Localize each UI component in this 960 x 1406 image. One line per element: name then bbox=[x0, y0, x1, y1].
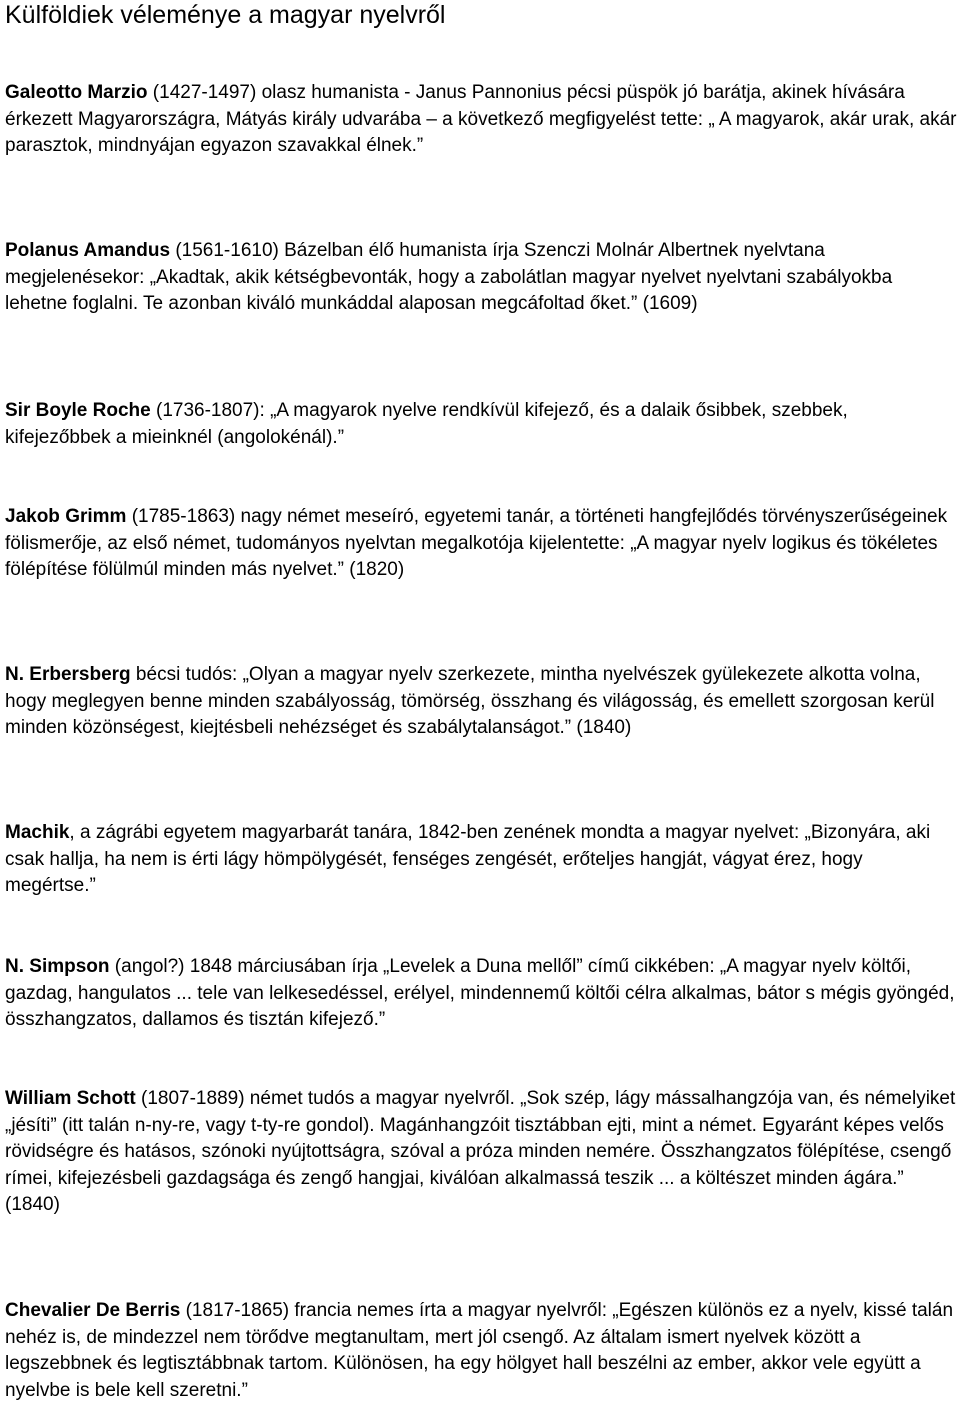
quote-text: (1736-1807): „A magyarok nyelve rendkívül kifejező, és a dalaik ősibbek, szebbek, kifejezőbbek a mieinknél (angolokénál).” bbox=[5, 400, 848, 448]
author-name: Polanus Amandus bbox=[5, 240, 171, 261]
quote-text: (1807-1889) német tudós a magyar nyelvről. „Sok szép, lágy mássalhangzója van, és némelyiket „jésíti” (itt talán n-ny-re, vagy t-ty-re gondol). Magánhangzóit tisztábban ejti, mint a német. Egyaránt képes velős rövidségre és hatásos, szónoki nyújtottságra, szóval a próza minden nemére. Összhangzatos fölépítése, csengő rímei, kifejezésbeli gazdagsága és zengő hangjai, kiválóan alkalmassá teszik ... a költészet minden ágára.” (1840) bbox=[5, 1088, 956, 1215]
quote-paragraph-n-simpson bbox=[5, 954, 957, 1034]
quote-paragraph-galeotto-marzio bbox=[5, 80, 957, 160]
quote-text: (1817-1865) francia nemes írta a magyar nyelvről: „Egészen különös ez a nyelv, kissé talán nehéz is, de mindezzel nem törődve megtanultam, mert jól csengő. Az általam ismert nyelvek között a legszebbnek és legtisztábbnak tartom. Különösen, ha egy hölgyet hall beszélni az ember, akkor vele együtt a nyelvbe is bele kell szeretni.” bbox=[5, 1300, 954, 1401]
author-name: Machik bbox=[5, 822, 70, 843]
quote-text: (1427-1497) olasz humanista - Janus Pannonius pécsi püspök jó barátja, akinek hívására érkezett Magyarországra, Mátyás király udvarába – a következő megfigyelést tette: „ A magyarok, akár urak, akár parasztok, mindnyájan egyazon szavakkal élnek.” bbox=[5, 82, 957, 156]
author-name: William Schott bbox=[5, 1088, 136, 1109]
quote-paragraph-n-erbersberg bbox=[5, 662, 957, 742]
page-title: Külföldiek véleménye a magyar nyelvről bbox=[5, 1, 446, 29]
quote-paragraph-william-schott bbox=[5, 1086, 957, 1219]
author-name: Galeotto Marzio bbox=[5, 82, 148, 103]
quote-text: (angol?) 1848 márciusában írja „Levelek a Duna mellől” című cikkében: „A magyar nyelv költői, gazdag, hangulatos ... tele van lelkesedéssel, erélyel, mindennemű költői célra alkalmas, bátor s mégis gyöngéd, összhangzatos, dallamos és tisztán kifejező.” bbox=[5, 956, 955, 1030]
author-name: N. Simpson bbox=[5, 956, 110, 977]
author-name: Jakob Grimm bbox=[5, 506, 127, 527]
quote-text: bécsi tudós: „Olyan a magyar nyelv szerkezete, mintha nyelvészek gyülekezete alkotta volna, hogy meglegyen benne minden szabályosság, tömörség, összhang és világosság, és emellett szorgosan kerül minden közönségest, kiejtésbeli nehézséget és szabálytalanságot.” (1840) bbox=[5, 664, 935, 738]
quote-text: (1561-1610) Bázelban élő humanista írja Szenczi Molnár Albertnek nyelvtana megjelenésekor: „Akadtak, akik kétségbevonták, hogy a zabolátlan magyar nyelvet nyelvtani szabályokba lehetne foglalni. Te azonban kiváló munkáddal alaposan megcáfoltad őket.” (1609) bbox=[5, 240, 893, 314]
quote-paragraph-jakob-grimm bbox=[5, 504, 957, 584]
author-name: N. Erbersberg bbox=[5, 664, 131, 685]
author-name: Chevalier De Berris bbox=[5, 1300, 181, 1321]
quote-paragraph-machik bbox=[5, 820, 957, 900]
quote-paragraph-sir-boyle-roche bbox=[5, 398, 957, 451]
quote-text: , a zágrábi egyetem magyarbarát tanára, 1842-ben zenének mondta a magyar nyelvet: „Bizonyára, aki csak hallja, ha nem is érti lágy hömpölygését, fenséges zengését, erőteljes hangját, vágyat érez, hogy megértse.” bbox=[5, 822, 931, 896]
quote-text: (1785-1863) nagy német meseíró, egyetemi tanár, a történeti hangfejlődés törvényszerűségeinek fölismerője, az első német, tudományos nyelvtan megalkotója kijelentette: „A magyar nyelv logikus és tökéletes fölépítése fölülmúl minden más nyelvet.” (1820) bbox=[5, 506, 948, 580]
quote-paragraph-chevalier-de-berris bbox=[5, 1298, 957, 1404]
quote-paragraph-polanus-amandus bbox=[5, 238, 957, 318]
author-name: Sir Boyle Roche bbox=[5, 400, 151, 421]
